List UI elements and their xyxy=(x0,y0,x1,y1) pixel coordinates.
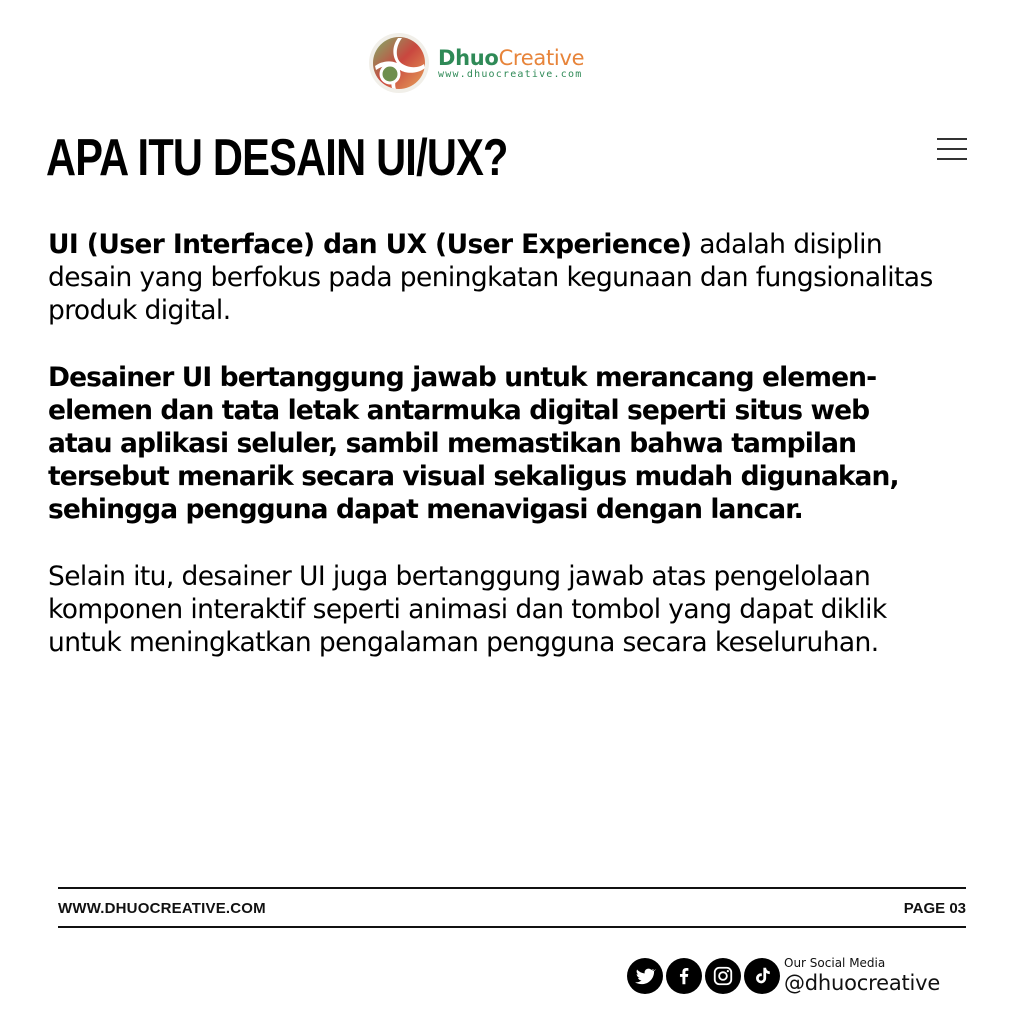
paragraph-additional: Selain itu, desainer UI juga bertanggung jawab atas pengelolaan komponen interaktif seperti animasi dan tombol yang dapat diklik untuk meningkatkan pengalaman pengguna secara keseluruhan. xyxy=(48,560,887,659)
paragraph-intro xyxy=(48,228,938,328)
hamburger-menu-icon[interactable] xyxy=(937,138,967,160)
tiktok-icon[interactable] xyxy=(744,958,780,994)
social-handle[interactable]: @dhuocreative xyxy=(784,971,941,995)
paragraph-ui-designer: Desainer UI bertanggung jawab untuk merancang elemen-elemen dan tata letak antarmuka digital seperti situs web atau aplikasi seluler, sambil memastikan bahwa tampilan tersebut menarik secara visual sekaligus mudah digunakan, sehingga pengguna dapat menavigasi dengan lancar. xyxy=(48,361,899,526)
menu-bar xyxy=(937,148,967,150)
article-content xyxy=(48,228,938,659)
intro-text: adalah disiplin desain yang berfokus pada peningkatan kegunaan dan fungsionalitas produk digital. xyxy=(48,229,933,327)
logo-mark-icon xyxy=(368,32,430,94)
menu-bar xyxy=(937,158,967,160)
logo-name-dhuo: Dhuo xyxy=(438,45,499,70)
logo-name xyxy=(438,46,584,70)
facebook-icon[interactable] xyxy=(666,958,702,994)
intro-bold-text: UI (User Interface) dan UX (User Experience) xyxy=(48,229,692,260)
page-title: APA ITU DESAIN UI/UX? xyxy=(46,129,508,187)
social-media-bar xyxy=(627,956,940,996)
footer-divider-bottom xyxy=(58,926,966,928)
social-label: Our Social Media xyxy=(784,956,886,970)
footer-divider-top xyxy=(58,887,966,889)
footer-website-link[interactable]: WWW.DHUOCREATIVE.COM xyxy=(58,900,266,917)
menu-bar xyxy=(937,138,967,140)
twitter-icon[interactable] xyxy=(627,958,663,994)
logo-name-creative: Creative xyxy=(498,45,585,70)
page-number: PAGE 03 xyxy=(903,900,966,917)
logo-url: www.dhuocreative.com xyxy=(438,68,583,80)
brand-logo xyxy=(368,32,584,94)
instagram-icon[interactable] xyxy=(705,958,741,994)
